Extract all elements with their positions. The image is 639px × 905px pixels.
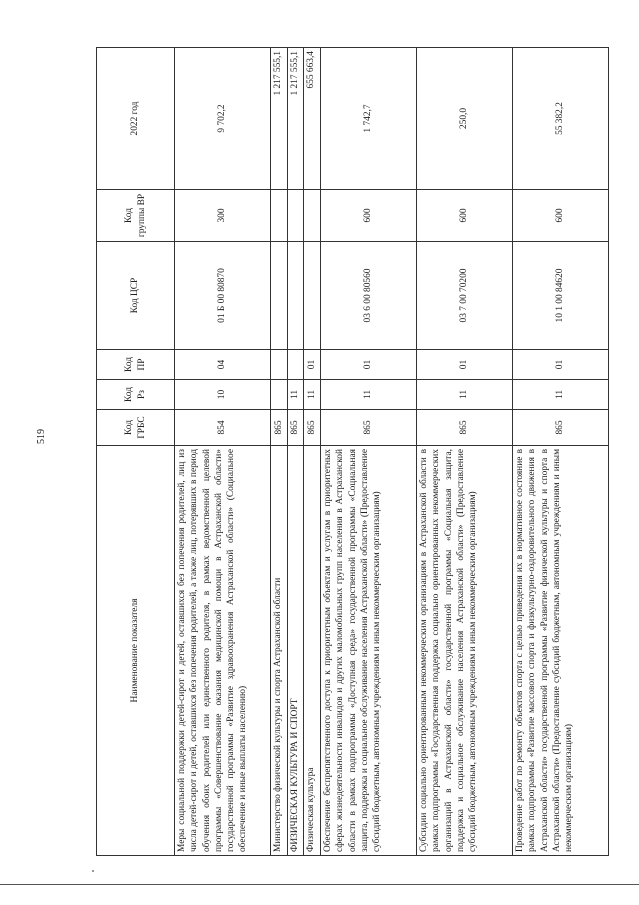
table-row xyxy=(175,48,271,856)
row-amount: 250,0 xyxy=(416,48,512,190)
header-row xyxy=(97,48,175,856)
row-csr xyxy=(304,242,321,350)
row-pr: 01 xyxy=(321,350,417,380)
row-pr: 01 xyxy=(416,350,512,380)
row-csr: 01 Б 00 80870 xyxy=(175,242,271,350)
budget-table xyxy=(96,47,609,856)
table-row xyxy=(304,48,321,856)
row-grbs: 865 xyxy=(287,410,304,446)
row-amount: 55 382,2 xyxy=(512,48,608,190)
header-csr: Код ЦСР xyxy=(97,242,175,350)
row-grbs: 854 xyxy=(175,410,271,446)
row-pr xyxy=(287,350,304,380)
scan-edge-line xyxy=(0,884,639,885)
row-name: Проведение работ по ремонту объектов спорта с целью приведения их в нормативное состояние в рамках подпрограммы «Развитие массового спорта и физкультурно-оздоровительного движения в Астраханской области» государственной программы «Развитие физической культуры и спорта в Астраханской области» (Предоставление субсидий бюджетным, автономным учреждениям и иным некоммерческим организациям) xyxy=(512,446,608,856)
row-amount: 1 217 555,1 xyxy=(287,48,304,190)
row-name: ФИЗИЧЕСКАЯ КУЛЬТУРА И СПОРТ xyxy=(287,446,304,856)
row-rz xyxy=(270,380,287,410)
header-amount: 2022 год xyxy=(97,48,175,190)
row-name: Меры социальной поддержки детей-сирот и детей, оставшихся без попечения родителей, лиц из числа детей-сирот и детей, оставшихся без попечения родителей, а также лиц, потерявших в период обучения обоих родителей или единственного родителя, в рамках ведомственной целевой программы «Совершенствование оказания медицинской помощи в Астраханской области» государственной программы «Развитие здравоохранения Астраханской области» (Социальное обеспечение и иные выплаты населению) xyxy=(175,446,271,856)
header-pr: Код ПР xyxy=(97,350,175,380)
row-name: Обеспечение беспрепятственного доступа к приоритетным объектам и услугам в приоритетных сферах жизнедеятельности инвалидов и других маломобильных групп населения в Астраханской области в рамках подпрограммы «Доступная среда» государственной программы «Социальная защита, поддержка и социальное обслуживание населения Астраханской области» (Предоставление субсидий бюджетным, автономным учреждениям и иным некоммерческим организациям) xyxy=(321,446,417,856)
header-rz: Код Рз xyxy=(97,380,175,410)
row-vr xyxy=(270,190,287,242)
row-csr xyxy=(287,242,304,350)
row-csr: 03 7 00 70200 xyxy=(416,242,512,350)
row-vr: 600 xyxy=(321,190,417,242)
row-csr: 03 6 00 80560 xyxy=(321,242,417,350)
table-row xyxy=(416,48,512,856)
row-vr: 600 xyxy=(512,190,608,242)
row-rz: 11 xyxy=(287,380,304,410)
row-name: Министерство физической культуры и спорта Астраханской области xyxy=(270,446,287,856)
row-grbs: 865 xyxy=(270,410,287,446)
row-csr xyxy=(270,242,287,350)
table-row xyxy=(321,48,417,856)
header-grbs: Код ГРБС xyxy=(97,410,175,446)
row-amount: 1 217 555,1 xyxy=(270,48,287,190)
table-row xyxy=(270,48,287,856)
row-name: Физическая культура xyxy=(304,446,321,856)
row-rz: 11 xyxy=(321,380,417,410)
row-grbs: 865 xyxy=(321,410,417,446)
row-vr: 300 xyxy=(175,190,271,242)
row-pr: 04 xyxy=(175,350,271,380)
row-pr xyxy=(270,350,287,380)
scan-speck xyxy=(92,870,94,872)
row-amount: 9 702,2 xyxy=(175,48,271,190)
table-row xyxy=(287,48,304,856)
row-vr xyxy=(287,190,304,242)
row-pr: 01 xyxy=(512,350,608,380)
row-rz: 11 xyxy=(512,380,608,410)
row-amount: 655 663,4 xyxy=(304,48,321,190)
row-grbs: 865 xyxy=(416,410,512,446)
row-csr: 10 1 00 84620 xyxy=(512,242,608,350)
row-amount: 1 742,7 xyxy=(321,48,417,190)
row-vr xyxy=(304,190,321,242)
budget-table-rotated xyxy=(96,48,609,856)
row-vr: 600 xyxy=(416,190,512,242)
header-name: Наименование показателя xyxy=(97,446,175,856)
row-rz: 10 xyxy=(175,380,271,410)
row-pr: 01 xyxy=(304,350,321,380)
row-rz: 11 xyxy=(416,380,512,410)
header-vr: Код группы ВР xyxy=(97,190,175,242)
table-row xyxy=(512,48,608,856)
row-grbs: 865 xyxy=(304,410,321,446)
row-rz: 11 xyxy=(304,380,321,410)
row-grbs: 865 xyxy=(512,410,608,446)
row-name: Субсидии социально ориентированным некоммерческим организациям в Астраханской области в рамках подпрограммы «Государственная поддержка социально ориентированных некоммерческих организаций в Астраханской области» государственной программы «Социальная защита, поддержка и социальное обслуживание населения Астраханской области» (Предоставление субсидий бюджетным, автономным учреждениям и иным некоммерческим организациям) xyxy=(416,446,512,856)
page-number: 519 xyxy=(36,429,47,444)
